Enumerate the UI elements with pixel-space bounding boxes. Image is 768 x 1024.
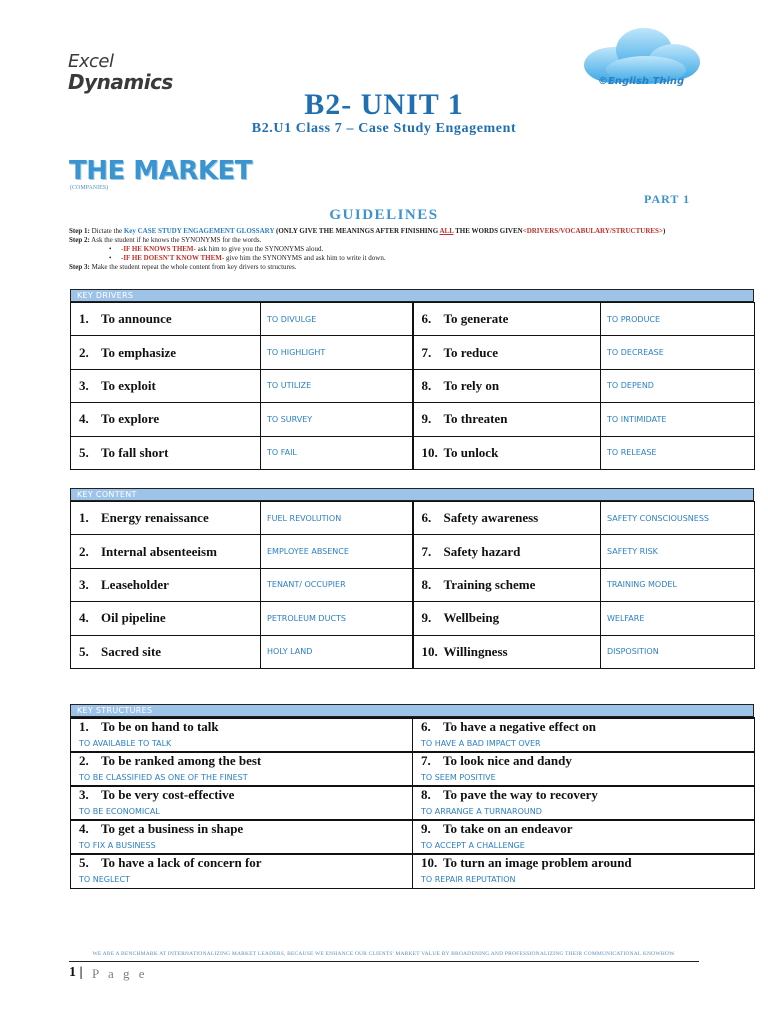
term-cell-right bbox=[413, 436, 601, 469]
synonym-cell-right bbox=[601, 502, 755, 535]
item-number: 10. bbox=[421, 855, 438, 870]
synonym-cell-left: TO BE ECONOMICAL bbox=[71, 803, 413, 820]
synonym-cell-right bbox=[601, 403, 755, 436]
item-number: 5. bbox=[79, 444, 89, 460]
structure-synonym-row bbox=[71, 871, 755, 888]
structure-row bbox=[71, 786, 755, 803]
synonym-text: TO HIGHLIGHT bbox=[267, 348, 326, 358]
term-cell-left bbox=[71, 602, 261, 635]
synonym-text: EMPLOYEE ABSENCE bbox=[267, 547, 349, 557]
synonym-cell-right bbox=[601, 535, 755, 568]
item-number: 6. bbox=[421, 510, 432, 526]
synonym-cell-right bbox=[601, 303, 755, 336]
structure-row bbox=[71, 718, 755, 735]
synonym-text: WELFARE bbox=[607, 613, 645, 623]
term-text: To announce bbox=[101, 311, 172, 327]
term-cell-left bbox=[71, 635, 261, 668]
guideline-steps bbox=[69, 227, 709, 272]
synonym-cell-right bbox=[601, 602, 755, 635]
synonym-text: DISPOSITION bbox=[607, 647, 659, 657]
term-cell-left bbox=[71, 369, 261, 402]
item-number: 5. bbox=[79, 643, 89, 659]
structure-row bbox=[71, 752, 755, 769]
page-label: P a g e bbox=[92, 966, 148, 981]
synonym-text: SAFETY CONSCIOUSNESS bbox=[607, 513, 709, 523]
bullet-icon: • bbox=[109, 254, 112, 262]
term-cell-left bbox=[71, 568, 261, 601]
synonym-text: TRAINING MODEL bbox=[607, 580, 677, 590]
item-number: 10. bbox=[421, 444, 438, 460]
item-number: 7. bbox=[421, 753, 431, 768]
term-text: To emphasize bbox=[101, 344, 176, 360]
synonym-text: TO SURVEY bbox=[267, 414, 313, 424]
term-text: To reduce bbox=[443, 344, 499, 360]
step-3: Step 3: Make the student repeat the whole content from key drivers to structures. bbox=[69, 263, 297, 271]
term-cell-right bbox=[413, 568, 601, 601]
vocab-row bbox=[71, 635, 755, 668]
section-title: THE MARKET bbox=[69, 156, 252, 186]
item-number: 3. bbox=[79, 576, 89, 592]
synonym-cell-right: TO HAVE A BAD IMPACT OVER bbox=[413, 735, 755, 752]
vocab-row bbox=[71, 369, 755, 402]
excel-dynamics-logo bbox=[68, 52, 173, 92]
synonym-cell-left bbox=[261, 336, 413, 369]
class-subtitle: B2.U1 Class 7 – Case Study Engagement bbox=[251, 121, 517, 136]
term-text: To fall short bbox=[101, 444, 169, 460]
vocab-row bbox=[71, 535, 755, 568]
term-cell-right bbox=[413, 303, 601, 336]
synonym-text: TO RELEASE bbox=[607, 448, 657, 458]
synonym-cell-right bbox=[601, 568, 755, 601]
synonym-cell-right bbox=[601, 635, 755, 668]
synonym-cell-right: TO ARRANGE A TURNAROUND bbox=[413, 803, 755, 820]
synonym-cell-left bbox=[261, 303, 413, 336]
vocab-row bbox=[71, 602, 755, 635]
synonym-cell-left bbox=[261, 369, 413, 402]
item-number: 8. bbox=[421, 377, 432, 393]
synonym-text: TO DECREASE bbox=[607, 348, 664, 358]
term-cell-right bbox=[413, 602, 601, 635]
logo-line-2: Dynamics bbox=[68, 70, 173, 94]
structure-text: To pave the way to recovery bbox=[443, 787, 598, 802]
vocab-row bbox=[71, 568, 755, 601]
structure-text: To have a negative effect on bbox=[443, 719, 596, 734]
synonym-cell-right: TO ACCEPT A CHALLENGE bbox=[413, 837, 755, 854]
term-text: To exploit bbox=[101, 377, 156, 393]
bullet-icon: • bbox=[109, 245, 112, 253]
term-cell-left bbox=[71, 535, 261, 568]
step-1: Step 1: Dictate the Key CASE STUDY ENGAGEMENT GLOSSARY (ONLY GIVE THE MEANINGS AFTER FINISHING ALL THE WORDS GIVEN<DRIVERS/VOCABULARY/STRUCTURES>) bbox=[69, 227, 666, 235]
part-label: PART 1 bbox=[644, 192, 691, 206]
vocab-row bbox=[71, 336, 755, 369]
structure-text: To have a lack of concern for bbox=[101, 855, 262, 870]
item-number: 8. bbox=[421, 787, 431, 802]
item-number: 3. bbox=[79, 377, 89, 393]
synonym-text: TO DIVULGE bbox=[267, 314, 317, 324]
structure-synonym-row bbox=[71, 769, 755, 786]
synonym-text: TO FAIL bbox=[267, 448, 297, 458]
synonym-text: PETROLEUM DUCTS bbox=[267, 613, 346, 623]
term-cell-left bbox=[71, 336, 261, 369]
step-2: Step 2: Ask the student if he knows the SYNONYMS for the words. bbox=[69, 236, 262, 244]
guidelines-heading: GUIDELINES bbox=[329, 207, 439, 223]
synonym-cell-left bbox=[261, 568, 413, 601]
synonym-cell-left bbox=[261, 403, 413, 436]
synonym-text: TO DEPEND bbox=[607, 381, 654, 391]
structure-text: To be very cost-effective bbox=[101, 787, 235, 802]
step-2-bullet-1: • -IF HE KNOWS THEM- ask him to give you the SYNONYMS aloud. bbox=[109, 245, 324, 253]
item-number: 2. bbox=[79, 753, 89, 768]
item-number: 9. bbox=[421, 821, 431, 836]
term-text: Sacred site bbox=[101, 643, 162, 659]
term-text: Training scheme bbox=[443, 576, 536, 592]
key-drivers-table bbox=[70, 302, 755, 470]
vocab-row bbox=[71, 436, 755, 469]
term-text: Internal absenteeism bbox=[101, 543, 217, 559]
structure-cell-left bbox=[71, 718, 413, 735]
term-text: To unlock bbox=[443, 444, 499, 460]
item-number: 3. bbox=[79, 787, 89, 802]
synonym-text: FUEL REVOLUTION bbox=[267, 513, 342, 523]
term-text: To explore bbox=[101, 411, 160, 427]
item-number: 4. bbox=[79, 610, 89, 626]
synonym-cell-left: TO FIX A BUSINESS bbox=[71, 837, 413, 854]
term-cell-right bbox=[413, 635, 601, 668]
item-number: 2. bbox=[79, 543, 89, 559]
synonym-cell-right bbox=[601, 369, 755, 402]
item-number: 4. bbox=[79, 411, 89, 427]
synonym-text: TO INTIMIDATE bbox=[607, 414, 667, 424]
key-drivers-header: KEY DRIVERS bbox=[70, 289, 754, 302]
synonym-text: TENANT/ OCCUPIER bbox=[267, 580, 346, 590]
synonym-text: SAFETY RISK bbox=[607, 547, 658, 557]
item-number: 1. bbox=[79, 510, 89, 526]
key-structures-table bbox=[70, 717, 755, 889]
synonym-cell-left bbox=[261, 436, 413, 469]
term-cell-left bbox=[71, 303, 261, 336]
synonym-cell-left: TO NEGLECT bbox=[71, 871, 413, 888]
synonym-text: TO PRODUCE bbox=[607, 314, 661, 324]
term-text: Willingness bbox=[443, 643, 508, 659]
term-text: Safety awareness bbox=[443, 510, 539, 526]
item-number: 10. bbox=[421, 643, 438, 659]
structure-synonym-row bbox=[71, 837, 755, 854]
page-number: 1 | bbox=[69, 965, 83, 980]
structure-row bbox=[71, 854, 755, 871]
structure-synonym-row bbox=[71, 803, 755, 820]
term-cell-right bbox=[413, 336, 601, 369]
term-cell-right bbox=[413, 369, 601, 402]
section-tag: (COMPANIES) bbox=[70, 185, 109, 191]
synonym-text: HOLY LAND bbox=[267, 647, 313, 657]
structure-cell-right bbox=[413, 786, 755, 803]
item-number: 7. bbox=[421, 344, 432, 360]
vocab-row bbox=[71, 403, 755, 436]
cloud-caption: ©English Thing bbox=[598, 76, 685, 87]
item-number: 7. bbox=[421, 543, 432, 559]
key-content-table bbox=[70, 501, 755, 669]
term-text: Safety hazard bbox=[443, 543, 521, 559]
structure-cell-right bbox=[413, 820, 755, 837]
structure-row bbox=[71, 820, 755, 837]
synonym-cell-right bbox=[601, 436, 755, 469]
structure-text: To look nice and dandy bbox=[443, 753, 572, 768]
footer-tagline: WE ARE A BENCHMARK AT INTERNATIONALIZING MARKET LEADERS, BECAUSE WE ENHANCE OUR CLIENTS' MARKET VALUE BY BROADENING AND PROFESSIONALIZING THEIR COMMUNICATIONAL KNOWHOW. bbox=[92, 951, 676, 957]
vocab-row bbox=[71, 303, 755, 336]
term-text: Energy renaissance bbox=[101, 510, 209, 526]
structure-text: To turn an image problem around bbox=[443, 855, 632, 870]
synonym-cell-right: TO REPAIR REPUTATION bbox=[413, 871, 755, 888]
key-content-header: KEY CONTENT bbox=[70, 488, 754, 501]
synonym-cell-left: TO BE CLASSIFIED AS ONE OF THE FINEST bbox=[71, 769, 413, 786]
item-number: 1. bbox=[79, 719, 89, 734]
synonym-cell-left bbox=[261, 602, 413, 635]
term-cell-right bbox=[413, 502, 601, 535]
term-text: To generate bbox=[443, 311, 509, 327]
synonym-cell-left bbox=[261, 635, 413, 668]
logo-line-1: Excel bbox=[68, 51, 114, 72]
structure-text: To be on hand to talk bbox=[101, 719, 219, 734]
synonym-cell-right: TO SEEM POSITIVE bbox=[413, 769, 755, 786]
term-text: To threaten bbox=[443, 411, 508, 427]
synonym-text: TO UTILIZE bbox=[267, 381, 312, 391]
synonym-cell-right bbox=[601, 336, 755, 369]
term-cell-right bbox=[413, 535, 601, 568]
item-number: 1. bbox=[79, 311, 89, 327]
term-text: To rely on bbox=[443, 377, 500, 393]
synonym-cell-left bbox=[261, 502, 413, 535]
footer-divider bbox=[69, 961, 699, 962]
synonym-cell-left: TO AVAILABLE TO TALK bbox=[71, 735, 413, 752]
structure-synonym-row bbox=[71, 735, 755, 752]
term-cell-left bbox=[71, 436, 261, 469]
unit-title: B2- UNIT 1 bbox=[304, 88, 464, 121]
term-text: Oil pipeline bbox=[101, 610, 166, 626]
structure-cell-right bbox=[413, 854, 755, 871]
term-cell-left bbox=[71, 502, 261, 535]
item-number: 9. bbox=[421, 610, 432, 626]
item-number: 4. bbox=[79, 821, 89, 836]
item-number: 8. bbox=[421, 576, 432, 592]
item-number: 5. bbox=[79, 855, 89, 870]
structure-cell-left bbox=[71, 854, 413, 871]
item-number: 9. bbox=[421, 411, 432, 427]
term-cell-right bbox=[413, 403, 601, 436]
item-number: 6. bbox=[421, 719, 431, 734]
synonym-cell-left bbox=[261, 535, 413, 568]
structure-cell-left bbox=[71, 786, 413, 803]
term-cell-left bbox=[71, 403, 261, 436]
structure-text: To get a business in shape bbox=[101, 821, 244, 836]
step-2-bullet-2: • -IF HE DOESN'T KNOW THEM- give him the SYNONYMS and ask him to write it down. bbox=[109, 254, 386, 262]
term-text: Leaseholder bbox=[101, 576, 169, 592]
structure-text: To be ranked among the best bbox=[101, 753, 262, 768]
term-text: Wellbeing bbox=[443, 610, 500, 626]
structure-text: To take on an endeavor bbox=[443, 821, 573, 836]
structure-cell-right bbox=[413, 718, 755, 735]
vocab-row bbox=[71, 502, 755, 535]
structure-cell-right bbox=[413, 752, 755, 769]
item-number: 2. bbox=[79, 344, 89, 360]
item-number: 6. bbox=[421, 311, 432, 327]
structure-cell-left bbox=[71, 752, 413, 769]
structure-cell-left bbox=[71, 820, 413, 837]
key-structures-header: KEY STRUCTURES bbox=[70, 704, 754, 717]
